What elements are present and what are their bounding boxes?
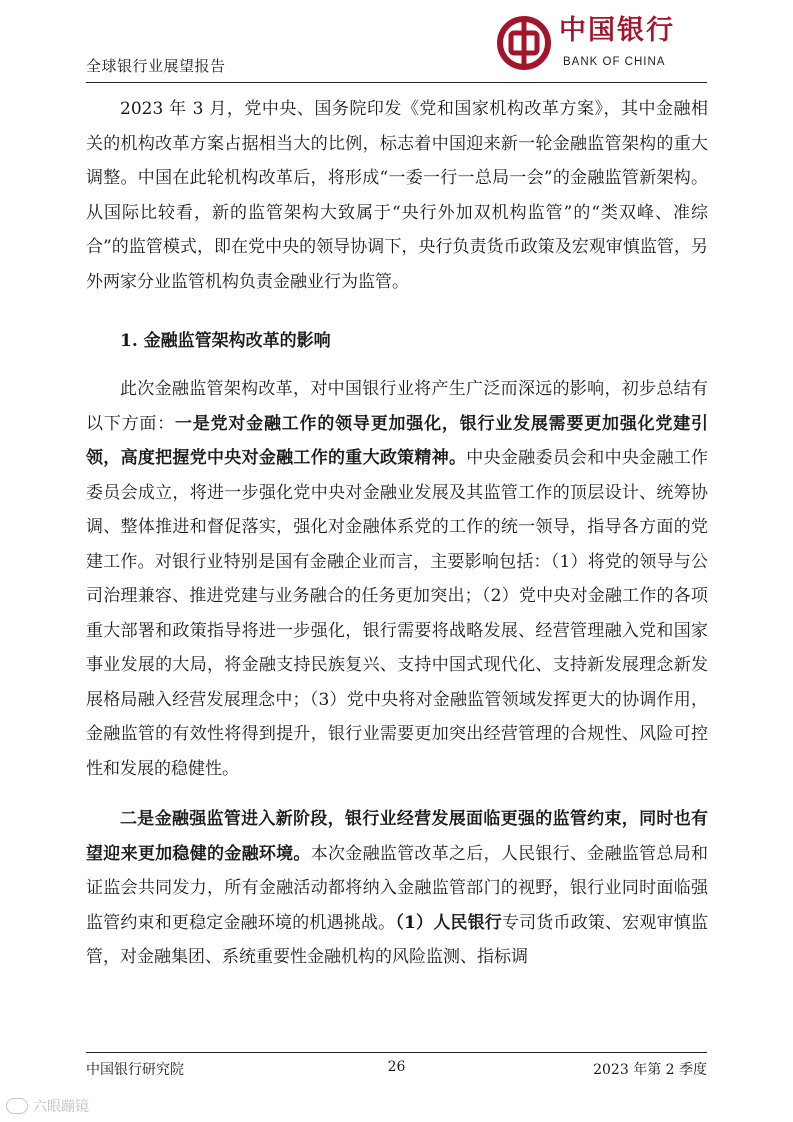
report-title: 全球银行业展望报告 [86,57,226,75]
watermark-text: 六眼蹦镜 [33,1099,89,1115]
footer-period: 2023 年第 2 季度 [593,1062,707,1078]
paragraph-intro: 2023 年 3 月，党中央、国务院印发《党和国家机构改革方案》，其中金融相关的机构改革方案占据相当大的比例，标志着中国迎来新一轮金融监管架构的重大调整。中国在此轮机构改革后，将形成“一委一行一总局一会”的金融监管新架构。从国际比较看，新的监管架构大致属于“央行外加双机构监管”的“类双峰、准综合”的监管模式，即在党中央的领导协调下，央行负责货币政策及宏观审慎监管，另外两家分业监管机构负责金融业行为监管。 [86,99,708,292]
page-number: 26 [387,1059,406,1075]
paragraph-impact-two-body: 本次金融监管改革之后，人民银行、金融监管总局和证监会共同发力，所有金融活动都将纳入金融监管部门的视野，银行业同时面临强监管约束和更稳定金融环境的机遇挑战。 [86,843,709,933]
paragraph-impact-one [86,372,708,786]
watermark-logo-icon [6,1098,28,1114]
paragraph-impact-one-intro: 此次金融监管架构改革，对中国银行业将产生广泛而深远的影响，初步总结有以下方面： [86,379,708,434]
footer-publisher: 中国银行研究院 [86,1062,184,1078]
page-footer [86,1052,707,1077]
paragraph-impact-one-emphasis: 一是党对金融工作的领导更加强化，银行业发展需要更加强化党建引领，高度把握党中央对金融工作的重大政策精神。 [86,413,709,468]
bank-of-china-emblem-icon [497,16,551,70]
logo-chinese-name: 中国银行 [559,15,675,46]
logo-english-name: BANK OF CHINA [563,56,666,68]
paragraph-impact-two-emphasis: 二是金融强监管进入新阶段，银行业经营发展面临更强的监管约束，同时也有望迎来更加稳健的金融环境。 [86,809,708,864]
paragraph-impact-two-pboc: （1）人民银行 [395,912,502,933]
page-header [86,0,707,83]
watermark [6,1096,89,1116]
main-content [86,92,708,975]
section-heading: 1. 金融监管架构改革的影响 [120,331,331,351]
paragraph-impact-two-tail: 专司货币政策、宏观审慎监管，对金融集团、系统重要性金融机构的风险监测、指标调 [86,912,708,967]
paragraph-impact-two [86,802,708,975]
paragraph-impact-one-body: 中央金融委员会和中央金融工作委员会成立，将进一步强化党中央对金融业发展及其监管工作的顶层设计、统筹协调、整体推进和督促落实，强化对金融体系党的工作的统一领导，指导各方面的党建工作。对银行业特别是国有金融企业而言，主要影响包括：（1）将党的领导与公司治理兼容、推进党建与业务融合的任务更加突出；（2）党中央对金融工作的各项重大部署和政策指导将进一步强化，银行需要将战略发展、经营管理融入党和国家事业发展的大局，将金融支持民族复兴、支持中国式现代化、支持新发展理念新发展格局融入经营发展理念中；（3）党中央将对金融监管领域发挥更大的协调作用，金融监管的有效性将得到提升，银行业需要更加突出经营管理的合规性、风险可控性和发展的稳健性。 [86,448,709,779]
bank-logo [497,14,707,76]
